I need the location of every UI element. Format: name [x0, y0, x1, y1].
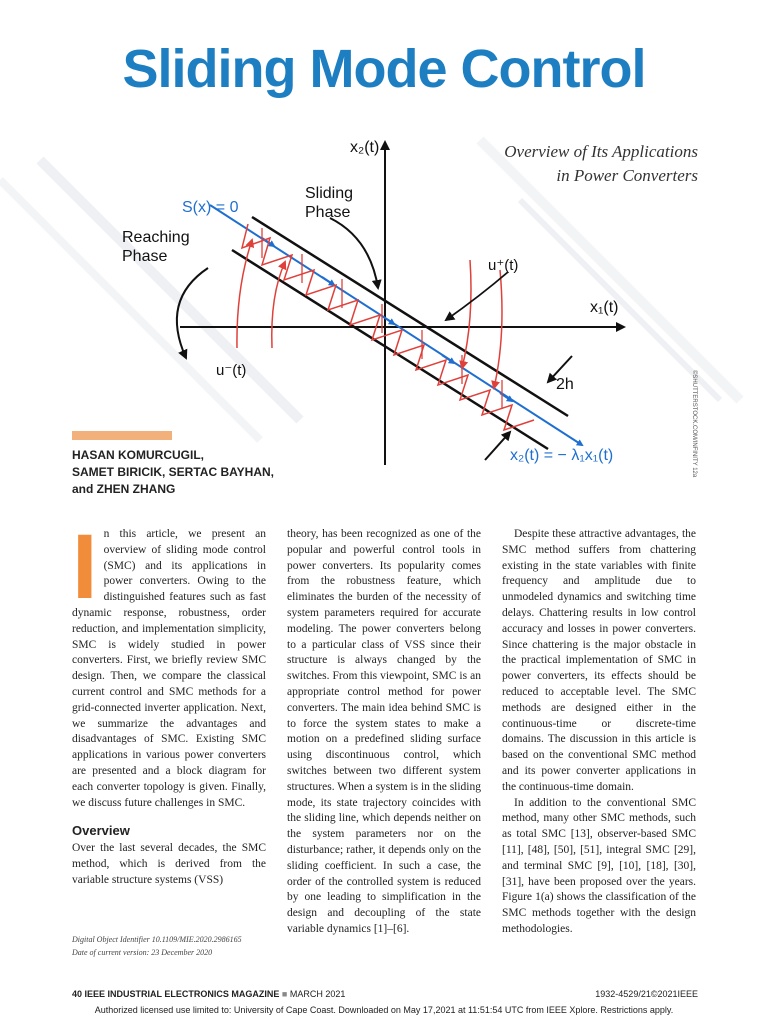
y-axis-label: x₂(t) [350, 139, 380, 156]
column-2-paragraph: theory, has been recognized as one of the popular and powerful control tools in power converters. Its popularity comes from the robustness feature, which eliminates the burden of the necessity of system parameters required for accurate modeling. The power converters belong to a particular class of VSS since their structure is always changed by the switches. From this viewpoint, SMC is an appropriate control method for power converters. The main idea behind SMC is to force the system states to make a motion on a predefined sliding surface using discontinuous control, which switches between two different system structures. When a system is in the sliding mode, its state trajectory coincides with the sliding line, which depends neither on the system parameters nor on the disturbance; rather, it depends only on the sliding coefficient. In such a case, the order of the controlled system is reduced by one leading to simplification in the design and decoupling of the state variable dynamics [1]–[6]. [287, 528, 481, 935]
band-width-label: 2h [556, 376, 574, 393]
subtitle-line-2: in Power Converters [556, 166, 698, 185]
body-column-1 [72, 516, 266, 889]
sliding-phase-label-2: Phase [305, 204, 351, 221]
author-list [72, 447, 274, 498]
date-line: Date of current version: 23 December 2020 [72, 948, 213, 957]
author-line-1: HASAN KOMURCUGIL, [72, 448, 204, 462]
intro-text: n this article, we present an overview of sliding mode control (SMC) and its applications in power converters. Owing to the distinguished features such as fast dynamic response, robustness, order reduction, and implementation simplicity, SMC is widely studied in power converters. First, we briefly review SMC design. Then, we compare the classical current control and SMC methods for a grid-connected inverter application. Next, we summarize the advantages and disadvantages of SMC. Existing SMC applications in various power converters are presented and a block diagram for each converter topology is given. Finally, we discuss future challenges in SMC. [72, 528, 266, 809]
author-accent-bar [72, 431, 172, 440]
x-axis-label: x₁(t) [590, 299, 619, 316]
sliding-phase-label-1: Sliding [305, 185, 354, 202]
u-minus-label: u⁻(t) [216, 362, 247, 379]
doi-line: Digital Object Identifier 10.1109/MIE.2020.2986165 [72, 935, 242, 944]
body-column-2 [287, 527, 481, 938]
column-3-paragraph-1: Despite these attractive advantages, the SMC method suffers from chattering existing in the state variables with finite frequency and amplitude due to unmodeled dynamics and switching time delays. Chattering results in low control accuracy and losses in power converters. Since chattering is the major obstacle in the practical implementation of SMC in power converters, its effects should be reduced to acceptable level. The SMC methods are designed either in the continuous-time or discrete-time domains. The discussion in this article is based on the conventional SMC method and its power converter applications in the continuous-time domain. [502, 528, 696, 793]
sliding-line-equation: x₂(t) = − λ₁x₁(t) [510, 447, 614, 464]
author-line-3: and ZHEN ZHANG [72, 482, 176, 496]
author-line-2: SAMET BIRICIK, SERTAC BAYHAN, [72, 465, 275, 479]
footer-issn: 1932-4529/21©2021IEEE [595, 989, 698, 999]
reaching-phase-label-2: Phase [122, 248, 168, 265]
band-upper-boundary [252, 217, 568, 416]
reaching-trajectories [237, 240, 502, 388]
image-credit: ©SHUTTERSTOCK.COM/INFINITY 12a [691, 370, 697, 478]
body-column-3 [502, 527, 696, 938]
reaching-phase-label-1: Reaching [122, 229, 190, 246]
sliding-mode-phase-plane-figure [0, 120, 768, 480]
overview-paragraph: Over the last several decades, the SMC method, which is derived from the variable structure systems (VSS) [72, 842, 266, 886]
page-number: 40 [72, 989, 83, 999]
footer-left [72, 989, 345, 999]
license-disclaimer: Authorized licensed use limited to: University of Cape Coast. Downloaded on May 17,2021 at 11:51:54 UTC from IEEE Xplore. Restrictions apply. [94, 1005, 674, 1015]
column-3-paragraph-2: In addition to the conventional SMC method, many other SMC methods, such as total SMC [13], observer-based SMC [11], [48], [50], [51], integral SMC [29], and terminal SMC [9], [10], [18], [30], [31], have been proposed over the years. Figure 1(a) shows the classification of the SMC methods together with the design methodologies. [502, 796, 696, 935]
magazine-name: IEEE INDUSTRIAL ELECTRONICS MAGAZINE [84, 989, 280, 999]
footer-separator: ■ [281, 989, 288, 999]
section-heading-overview: Overview [72, 823, 130, 839]
subtitle-line-1: Overview of Its Applications [504, 142, 698, 161]
intro-paragraph [72, 516, 266, 811]
article-title: Sliding Mode Control [122, 39, 646, 99]
sliding-surface-label: S(x) = 0 [182, 199, 239, 216]
sliding-phase-arrow [330, 218, 378, 288]
u-plus-arrow [446, 272, 508, 320]
band-width-arrow-bottom [485, 432, 510, 460]
drop-cap: I [72, 516, 98, 618]
issue-date: MARCH 2021 [289, 989, 346, 999]
u-plus-label: u⁺(t) [488, 257, 519, 274]
doi-block [72, 933, 242, 959]
